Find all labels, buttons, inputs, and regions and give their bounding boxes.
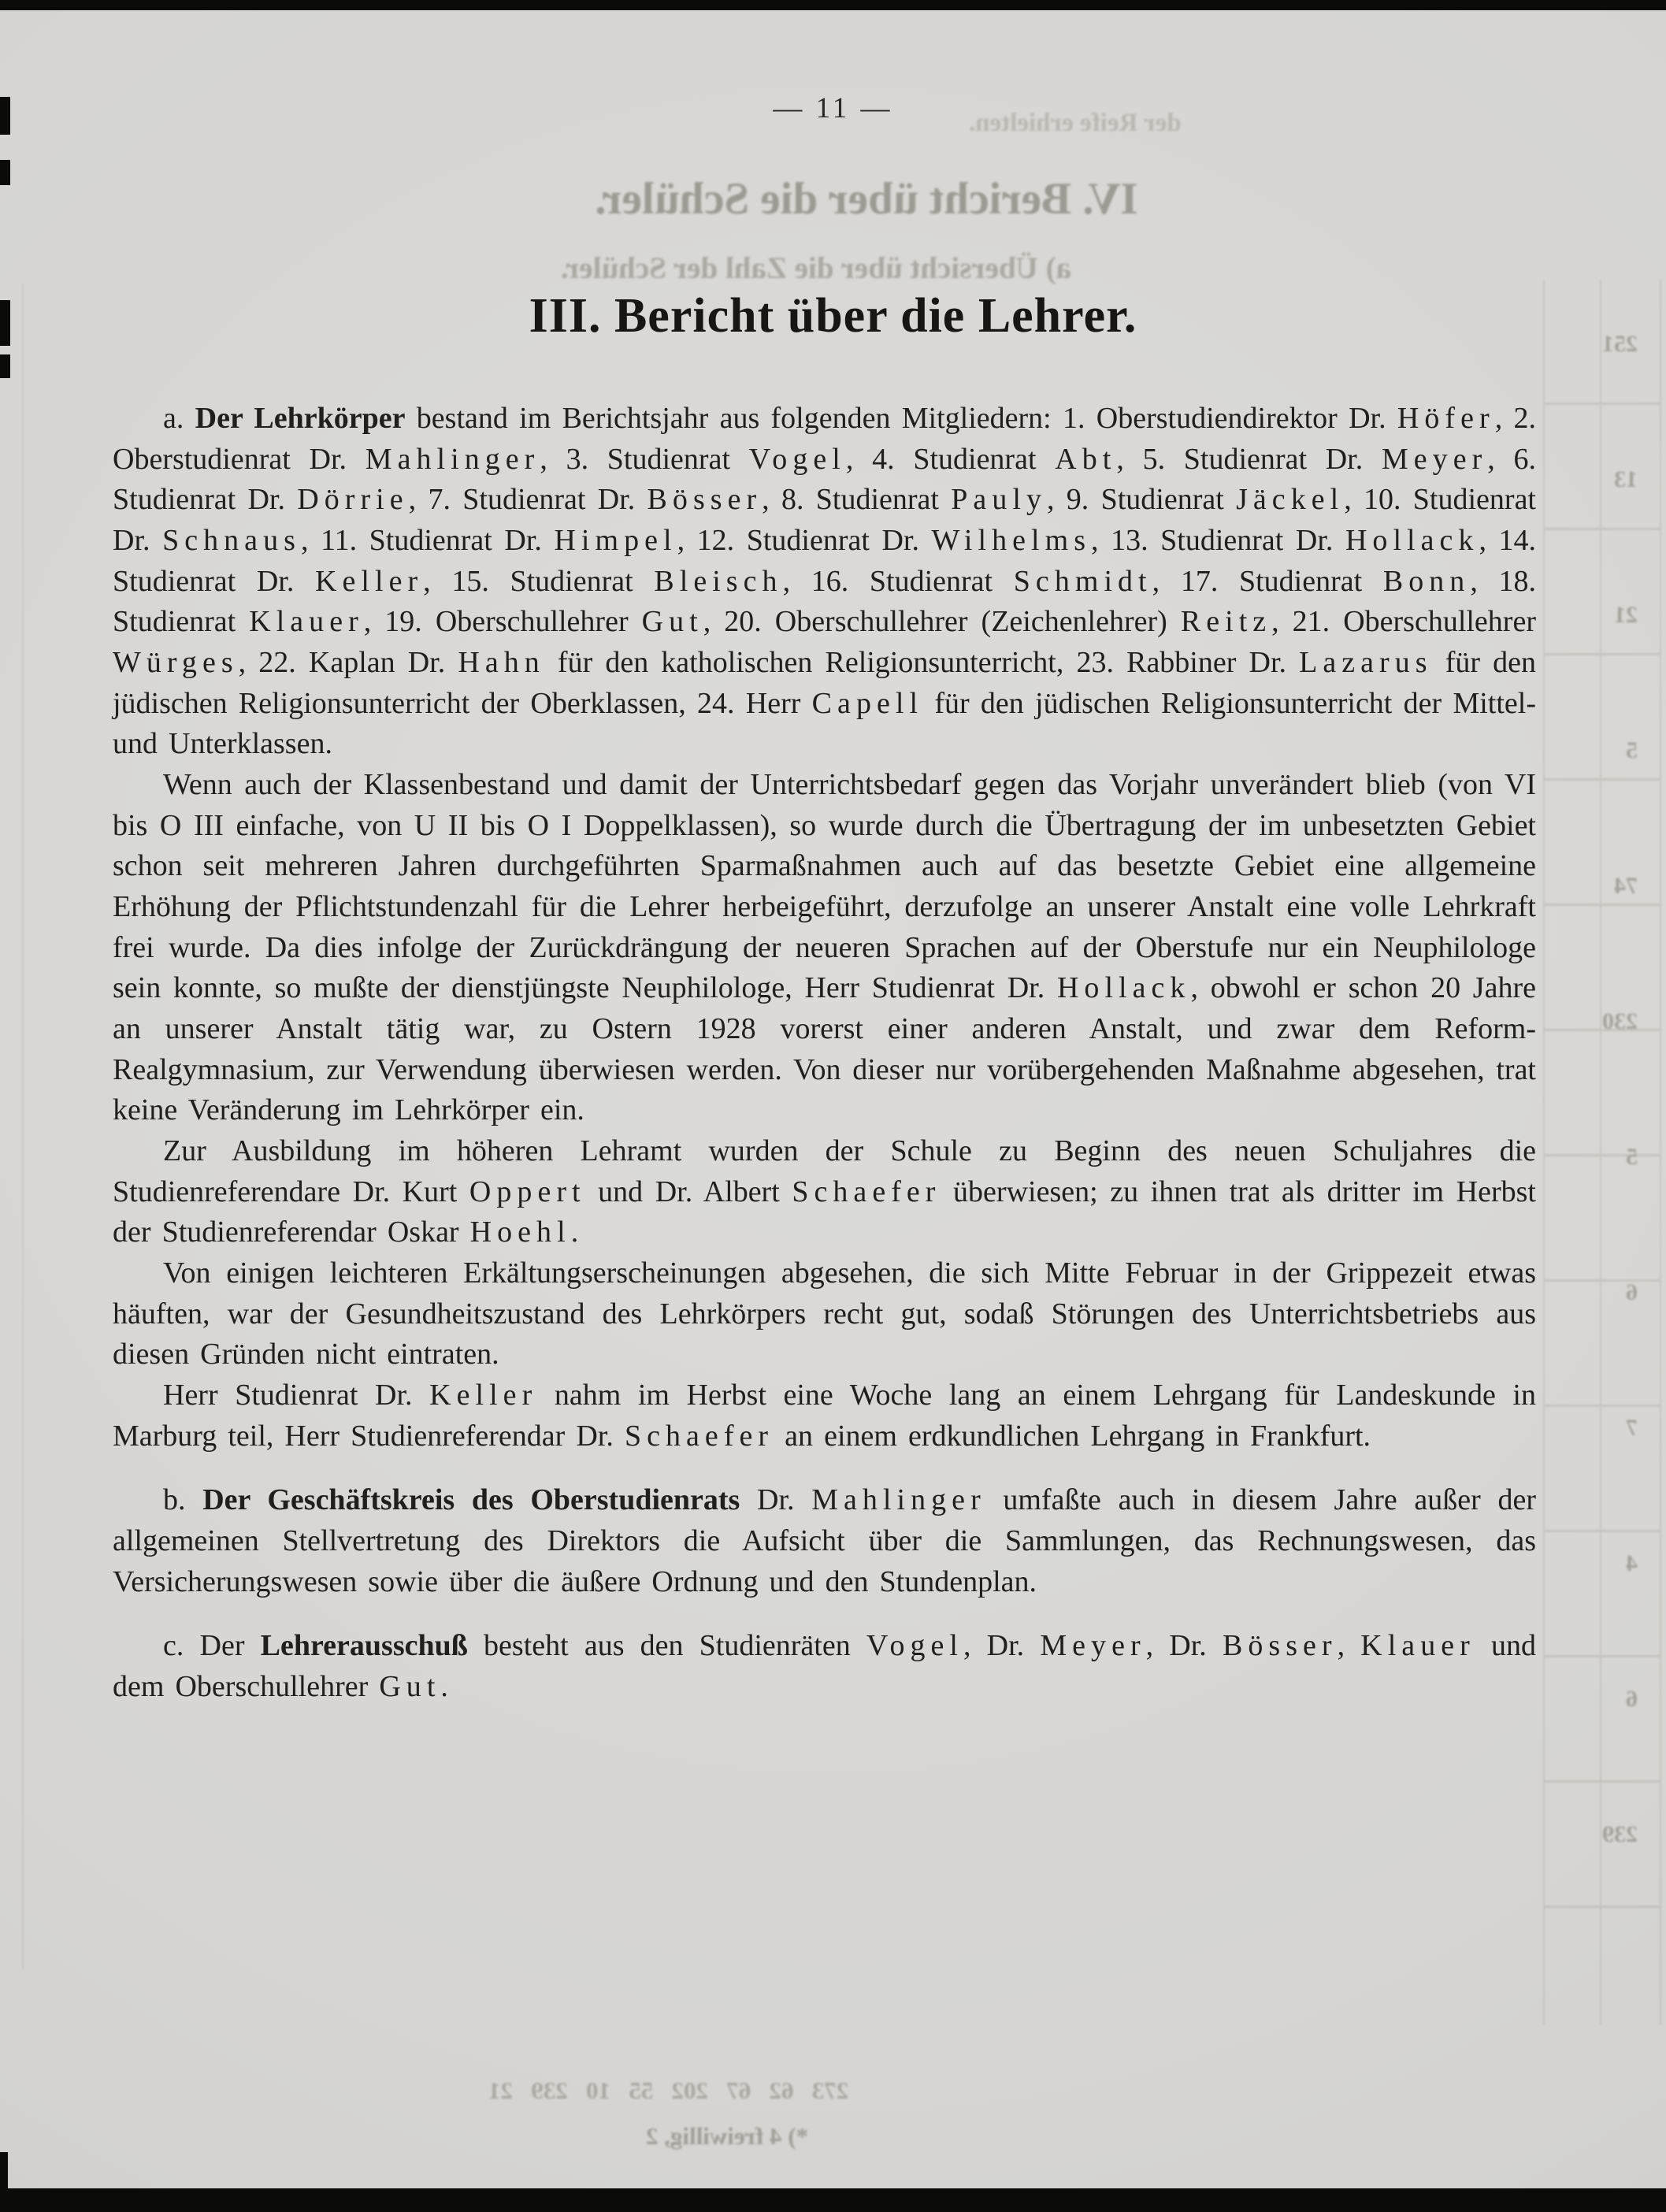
bleedthrough-top-line: der Reife erhielten. [969, 109, 1182, 137]
text-run: , 19. Oberschullehrer [363, 605, 642, 639]
text-run: und Dr. Albert [585, 1175, 792, 1208]
person-name: Hoehl [469, 1215, 571, 1249]
page-number: — 11 — [773, 92, 893, 124]
person-name: Gut [641, 605, 703, 639]
person-name: Jäckel [1236, 483, 1345, 517]
bleedthrough-title: IV. Bericht über die Schüler. [595, 174, 1138, 224]
person-name: Bonn [1382, 564, 1471, 598]
person-name: Klauer [249, 605, 364, 639]
person-name: Klauer [1360, 1629, 1475, 1663]
text-run: bestand im Berichtsjahr aus folgenden Mitgliedern: 1. Oberstudiendirektor Dr. [405, 402, 1397, 435]
bleedthrough-number: 7 [1626, 1415, 1638, 1441]
text-run: nahm im Herbst eine Woche lang an einem Lehrgang für Landeskunde in Marburg teil, Herr Studienreferendar Dr. [113, 1379, 1536, 1453]
paragraph-gesundheit [113, 1253, 1536, 1375]
person-name: Bleisch [654, 564, 783, 598]
text-run: Von einigen leichteren Erkältungserscheinungen abgesehen, die sich Mitte Februar in der Grippezeit etwas häuften, war der Gesundheitszustand des Lehrkörpers recht gut, sodaß Störungen des Unterrichtsbetriebs aus diesen Gründen nicht eintraten. [113, 1256, 1536, 1371]
bleedthrough-number: 6 [1626, 1279, 1638, 1305]
person-name: Vogel [748, 442, 846, 476]
paragraph-c-lehrerausschuss [113, 1626, 1536, 1707]
text-run: . [440, 1670, 448, 1704]
text-run: , 20. Oberschullehrer (Zeichenlehrer) [703, 605, 1181, 639]
text-run: überwiesen; zu ihnen trat als dritter im Herbst der Studienreferendar Oskar [113, 1175, 1536, 1249]
person-name: Meyer [1040, 1629, 1146, 1663]
text-run: umfaßte auch in diesem Jahre außer der allgemeinen Stellvertretung des Direktors die Aufsicht über die Sammlungen, das Rechnungswesen, das Versicherungswesen sowie über die äußere Ordnung und den Stundenplan. [113, 1483, 1536, 1598]
emphasis-text: Der Lehrkörper [195, 402, 406, 435]
scan-edge-top [0, 0, 1666, 10]
person-name: Mahlinger [811, 1483, 986, 1517]
bleedthrough-number-column [1573, 331, 1644, 2025]
text-run: , Dr. [1145, 1629, 1223, 1663]
text-run: , 13. Studienrat Dr. [1091, 524, 1345, 558]
bleedthrough-number: 239 [1602, 1821, 1638, 1847]
person-name: Himpel [554, 524, 677, 558]
bleedthrough-number: 6 [1626, 1686, 1638, 1712]
person-name: Capell [811, 686, 924, 720]
person-name: Schmidt [1013, 564, 1152, 598]
text-run: und dem Oberschullehrer [113, 1629, 1536, 1704]
text-run: b. [163, 1483, 203, 1517]
section-heading: III. Bericht über die Lehrer. [529, 289, 1137, 343]
text-run: , 21. Oberschullehrer [1271, 605, 1536, 639]
text-run: Dr. [740, 1483, 812, 1517]
bleedthrough-number: 230 [1602, 1008, 1638, 1034]
scan-edge-mark [0, 2152, 8, 2188]
person-name: Wilhelms [931, 524, 1092, 558]
bleedthrough-number: 74 [1614, 873, 1638, 899]
document-body [113, 399, 1536, 1708]
text-run: , Dr. [963, 1629, 1041, 1663]
scan-edge-mark [0, 354, 10, 378]
text-run: , obwohl er schon 20 Jahre an unserer Anstalt tätig war, zu Ostern 1928 vorerst einer anderen Anstalt, und zwar dem Reform-Realgymnasium, zur Verwendung überwiesen werden. Von dieser nur vorübergehenden Maßnahme abgesehen, trat keine Veränderung im Lehrkörper ein. [113, 971, 1536, 1127]
person-name: Pauly [951, 483, 1047, 517]
text-run: , 17. Studienrat [1152, 564, 1383, 598]
bleedthrough-table-grid [1543, 280, 1661, 2025]
paragraph-b-geschaeftskreis [113, 1480, 1536, 1602]
bleedthrough-bottom-row: 273 62 67 202 55 10 239 21 [488, 2077, 849, 2104]
text-run: . [570, 1215, 579, 1249]
text-run: , 7. Studienrat Dr. [408, 483, 647, 517]
paragraph-lehrgaenge [113, 1375, 1536, 1457]
text-run: , 18. Studienrat [113, 564, 1536, 639]
person-name: Höfer [1397, 402, 1495, 435]
bleedthrough-number: 251 [1602, 331, 1638, 357]
scan-edge-mark [0, 160, 10, 185]
text-run: , 4. Studienrat [845, 442, 1056, 476]
text-run: c. Der [163, 1629, 261, 1663]
person-name: Oppert [469, 1175, 586, 1208]
text-run: , 3. Studienrat [540, 442, 749, 476]
emphasis-text: Der Geschäftskreis des Oberstudienrats [202, 1483, 740, 1517]
person-name: Abt [1055, 442, 1117, 476]
text-run: , [1337, 1629, 1361, 1663]
paragraph-klassenbestand [113, 765, 1536, 1131]
text-run: , 2. Oberstudienrat Dr. [113, 402, 1536, 476]
person-name: Schaefer [624, 1419, 774, 1453]
text-run: , 8. Studienrat [762, 483, 952, 517]
bleedthrough-number: 21 [1614, 602, 1638, 628]
person-name: Meyer [1381, 442, 1488, 476]
person-name: Keller [315, 564, 424, 598]
person-name: Dörrie [297, 483, 409, 517]
person-name: Hollack [1345, 524, 1479, 558]
text-run: , 11. Studienrat Dr. [300, 524, 555, 558]
text-run: a. [163, 402, 195, 435]
text-run: für den katholischen Religionsunterricht, 23. Rabbiner Dr. [544, 646, 1300, 680]
bleedthrough-subtitle: a) Übersicht über die Zahl der Schüler. [561, 251, 1072, 285]
bleedthrough-number: 13 [1614, 466, 1638, 492]
text-run: , 14. Studienrat Dr. [113, 524, 1537, 598]
person-name: Hahn [458, 646, 545, 680]
text-run: , 22. Kaplan Dr. [238, 646, 458, 680]
text-run: , 5. Studienrat Dr. [1116, 442, 1382, 476]
scan-edge-bottom [0, 2188, 1666, 2212]
text-run: , 6. Studienrat Dr. [113, 442, 1537, 517]
person-name: Würges [113, 646, 239, 680]
person-name: Lazarus [1299, 646, 1433, 680]
text-run: , 9. Studienrat [1046, 483, 1237, 517]
text-run: für den jüdischen Religionsunterricht der Mittel- und Unterklassen. [113, 686, 1536, 761]
bleedthrough-table-line [22, 284, 24, 1969]
person-name: Schaefer [792, 1175, 941, 1208]
person-name: Mahlinger [365, 442, 540, 476]
person-name: Vogel [866, 1629, 964, 1663]
text-run: , 10. Studienrat Dr. [113, 483, 1536, 558]
text-run: , 12. Studienrat Dr. [677, 524, 932, 558]
person-name: Hollack [1056, 971, 1191, 1005]
bleedthrough-number: 5 [1626, 737, 1638, 763]
text-run: besteht aus den Studienräten [467, 1629, 866, 1663]
person-name: Reitz [1180, 605, 1272, 639]
paragraph-referendare [113, 1131, 1536, 1253]
text-run: für den jüdischen Religionsunterricht der Oberklassen, 24. Herr [113, 646, 1536, 720]
text-run: Zur Ausbildung im höheren Lehramt wurden der Schule zu Beginn des neuen Schuljahres die Studienreferendare Dr. Kurt [113, 1134, 1536, 1208]
emphasis-text: Lehrerausschuß [260, 1629, 468, 1663]
text-run: Wenn auch der Klassenbestand und damit der Unterrichtsbedarf gegen das Vorjahr unverändert blieb (von VI bis O III einfache, von U II bis O I Doppelklassen), so wurde durch die Übertragung der im unbesetzten Gebiet schon seit mehreren Jahren durchgeführten Sparmaßnahmen auch auf das besetzte Gebiet eine allgemeine Erhöhung der Pflichtstundenzahl für die Lehrer herbeigeführt, derzufolge an unserer Anstalt eine volle Lehrkraft frei wurde. Da dies infolge der Zurückdrängung der neueren Sprachen auf der Oberstufe nur ein Neuphilologe sein konnte, so mußte der dienstjüngste Neuphilologe, Herr Studienrat Dr. [113, 768, 1536, 1005]
person-name: Gut [379, 1670, 441, 1704]
text-run: , 16. Studienrat [782, 564, 1014, 598]
text-run: an einem erdkundlichen Lehrgang in Frankfurt. [774, 1419, 1371, 1453]
bleedthrough-number: 5 [1626, 1144, 1638, 1170]
person-name: Schnaus [162, 524, 301, 558]
bleedthrough-bottom-note: *) 4 freiwillig, 2 [646, 2122, 809, 2150]
bleedthrough-number: 4 [1626, 1550, 1638, 1576]
person-name: Bösser [647, 483, 763, 517]
text-run: Herr Studienrat Dr. [163, 1379, 430, 1412]
person-name: Bösser [1222, 1629, 1338, 1663]
paragraph-a-lehrkoerper [113, 399, 1536, 765]
person-name: Keller [429, 1379, 538, 1412]
text-run: , 15. Studienrat [423, 564, 655, 598]
